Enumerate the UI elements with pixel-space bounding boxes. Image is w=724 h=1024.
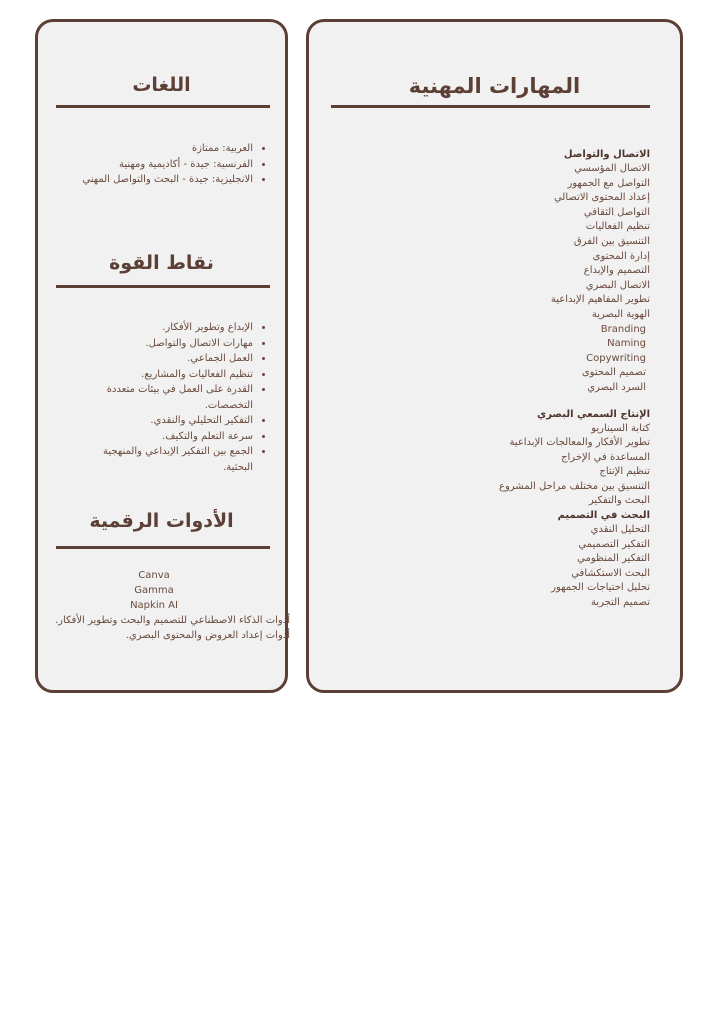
skills-list: [320, 148, 650, 611]
skill-item: التفكير التصميمي: [578, 538, 650, 550]
skill-item: التحليل النقدي: [590, 524, 650, 536]
strength-item: • مهارات الاتصال والتواصل.: [73, 336, 253, 352]
strength-item: • الجمع بين التفكير الإبداعي والمنهجية البحثية.: [73, 444, 253, 475]
skill-group-title: الاتصال والتواصل: [563, 149, 650, 160]
strength-item: • القدرة على العمل في بيئات متعددة التخصصات.: [73, 382, 253, 413]
skill-item: التفكير المنظومي: [577, 553, 650, 565]
tools-list: [28, 568, 290, 643]
tool-line: أدوات إعداد العروض والمحتوى البصري.: [125, 630, 290, 641]
skill-item: تنظيم الإنتاج: [599, 466, 650, 478]
skill-item: Naming: [607, 338, 646, 350]
skill-item: تحليل احتياجات الجمهور: [551, 582, 650, 594]
strength-item: • التفكير التحليلي والنقدي.: [73, 413, 253, 429]
languages-heading: اللغات: [132, 74, 191, 96]
skill-item: التواصل مع الجمهور: [567, 177, 650, 189]
tool-app: Napkin AI: [130, 600, 178, 611]
language-item: • العربية: ممتازة: [43, 141, 253, 157]
skill-item: تطوير الأفكار والمعالجات الإبداعية: [509, 437, 650, 449]
skill-item: التصميم والإبداع: [583, 265, 650, 277]
language-item: • الفرنسية: جيدة - أكاديمية ومهنية: [43, 157, 253, 173]
skill-item: تطوير المفاهيم الإبداعية: [550, 294, 650, 306]
side-panel: [35, 19, 288, 693]
tool-app: Gamma: [134, 585, 174, 596]
tool-app: Canva: [138, 570, 170, 581]
skill-item: تصميم التجربة: [590, 597, 650, 609]
skill-item: إدارة المحتوى: [592, 250, 650, 262]
skill-item: كتابة السيناريو: [591, 422, 650, 434]
skill-item: التنسيق بين مختلف مراحل المشروع: [498, 480, 650, 492]
skill-item: الاتصال البصري: [585, 279, 650, 291]
skill-item: المساعدة في الإخراج: [561, 451, 650, 463]
skills-heading: المهارات المهنية: [408, 74, 581, 98]
languages-divider: [56, 105, 270, 108]
skill-item: التنسيق بين الفرق: [573, 235, 650, 247]
tools-divider: [56, 546, 270, 549]
strength-item: • تنظيم الفعاليات والمشاريع.: [73, 367, 253, 383]
skill-group-title: الإنتاج السمعي البصري: [537, 408, 650, 420]
skill-item: Copywriting: [586, 352, 646, 364]
professional-skills-panel: [306, 19, 683, 693]
skill-item: Branding: [600, 323, 646, 335]
language-item: • الانجليزية: جيدة - البحث والتواصل المهني: [43, 172, 253, 188]
skill-item: السرد البصري: [587, 381, 646, 393]
skill-item: الاتصال المؤسسي: [574, 163, 650, 174]
skill-item: الهوية البصرية: [591, 308, 650, 320]
strength-item: • سرعة التعلم والتكيف.: [73, 429, 253, 445]
skill-item: البحث الاستكشافي: [571, 567, 650, 579]
languages-list: [43, 141, 267, 188]
tool-line: أدوات الذكاء الاصطناعي للتصميم والبحث وتطوير الأفكار.: [54, 615, 290, 626]
skill-item: البحث والتفكير: [588, 495, 650, 507]
skills-divider: [331, 105, 650, 108]
skill-item: التواصل الثقافي: [583, 206, 650, 218]
skill-item: إعداد المحتوى الاتصالي: [553, 192, 650, 204]
strength-item: • العمل الجماعي.: [73, 351, 253, 367]
skill-item: تصميم المحتوى: [581, 367, 646, 379]
tools-heading: الأدوات الرقمية: [89, 510, 234, 532]
skill-group-title: البحث في التصميم: [557, 510, 650, 522]
strengths-divider: [56, 285, 270, 288]
strengths-list: [73, 320, 267, 475]
strengths-heading: نقاط القوة: [109, 252, 214, 274]
strength-item: • الإبداع وتطوير الأفكار.: [73, 320, 253, 336]
skill-item: تنظيم الفعاليات: [585, 221, 650, 233]
